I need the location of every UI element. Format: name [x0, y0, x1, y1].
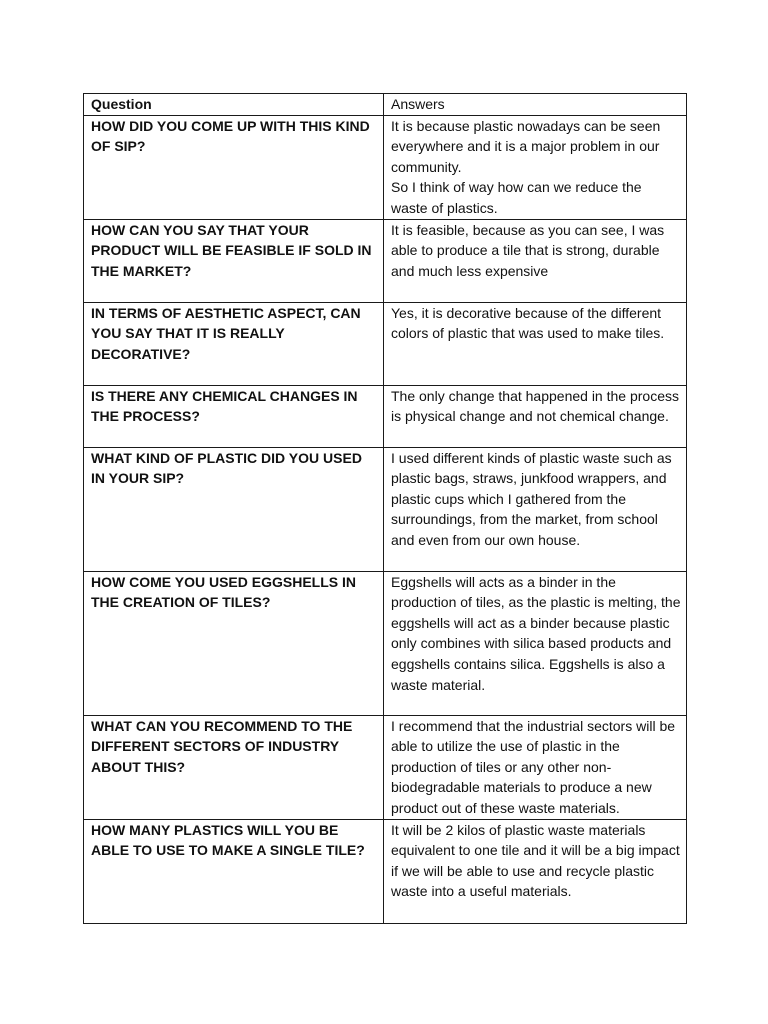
question-cell: IN TERMS OF AESTHETIC ASPECT, CAN YOU SAY THAT IT IS REALLY DECORATIVE? — [84, 302, 384, 385]
question-column-header: Question — [84, 94, 384, 116]
question-cell: HOW DID YOU COME UP WITH THIS KIND OF SIP? — [84, 115, 384, 219]
answers-column-header: Answers — [384, 94, 687, 116]
answer-cell: Eggshells will acts as a binder in the production of tiles, as the plastic is melting, the eggshells will act as a binder because plastic only combines with silica based products and eggshells contains silica. Eggshells is also a waste material. — [384, 571, 687, 715]
qa-table — [83, 93, 687, 924]
answer-cell: I recommend that the industrial sectors will be able to utilize the use of plastic in the production of tiles or any other non-biodegradable materials to produce a new product out of these waste materials. — [384, 715, 687, 819]
question-cell: WHAT CAN YOU RECOMMEND TO THE DIFFERENT SECTORS OF INDUSTRY ABOUT THIS? — [84, 715, 384, 819]
question-cell: HOW CAN YOU SAY THAT YOUR PRODUCT WILL BE FEASIBLE IF SOLD IN THE MARKET? — [84, 219, 384, 302]
answer-cell: Yes, it is decorative because of the different colors of plastic that was used to make tiles. — [384, 302, 687, 385]
table-row — [84, 571, 687, 715]
table-header-row — [84, 94, 687, 116]
answer-cell: It is feasible, because as you can see, I was able to produce a tile that is strong, durable and much less expensive — [384, 219, 687, 302]
answer-cell: It will be 2 kilos of plastic waste materials equivalent to one tile and it will be a big impact if we will be able to use and recycle plastic waste into a useful materials. — [384, 819, 687, 923]
answer-cell: It is because plastic nowadays can be seen everywhere and it is a major problem in our community. So I think of way how can we reduce the waste of plastics. — [384, 115, 687, 219]
table-row — [84, 447, 687, 571]
question-cell: WHAT KIND OF PLASTIC DID YOU USED IN YOUR SIP? — [84, 447, 384, 571]
table-row — [84, 219, 687, 302]
answer-cell: The only change that happened in the process is physical change and not chemical change. — [384, 385, 687, 447]
table-row — [84, 302, 687, 385]
question-cell: HOW COME YOU USED EGGSHELLS IN THE CREATION OF TILES? — [84, 571, 384, 715]
table-row — [84, 115, 687, 219]
question-cell: IS THERE ANY CHEMICAL CHANGES IN THE PROCESS? — [84, 385, 384, 447]
question-cell: HOW MANY PLASTICS WILL YOU BE ABLE TO USE TO MAKE A SINGLE TILE? — [84, 819, 384, 923]
table-row — [84, 715, 687, 819]
table-row — [84, 385, 687, 447]
answer-cell: I used different kinds of plastic waste such as plastic bags, straws, junkfood wrappers, and plastic cups which I gathered from the surroundings, from the market, from school and even from our own house. — [384, 447, 687, 571]
table-row — [84, 819, 687, 923]
